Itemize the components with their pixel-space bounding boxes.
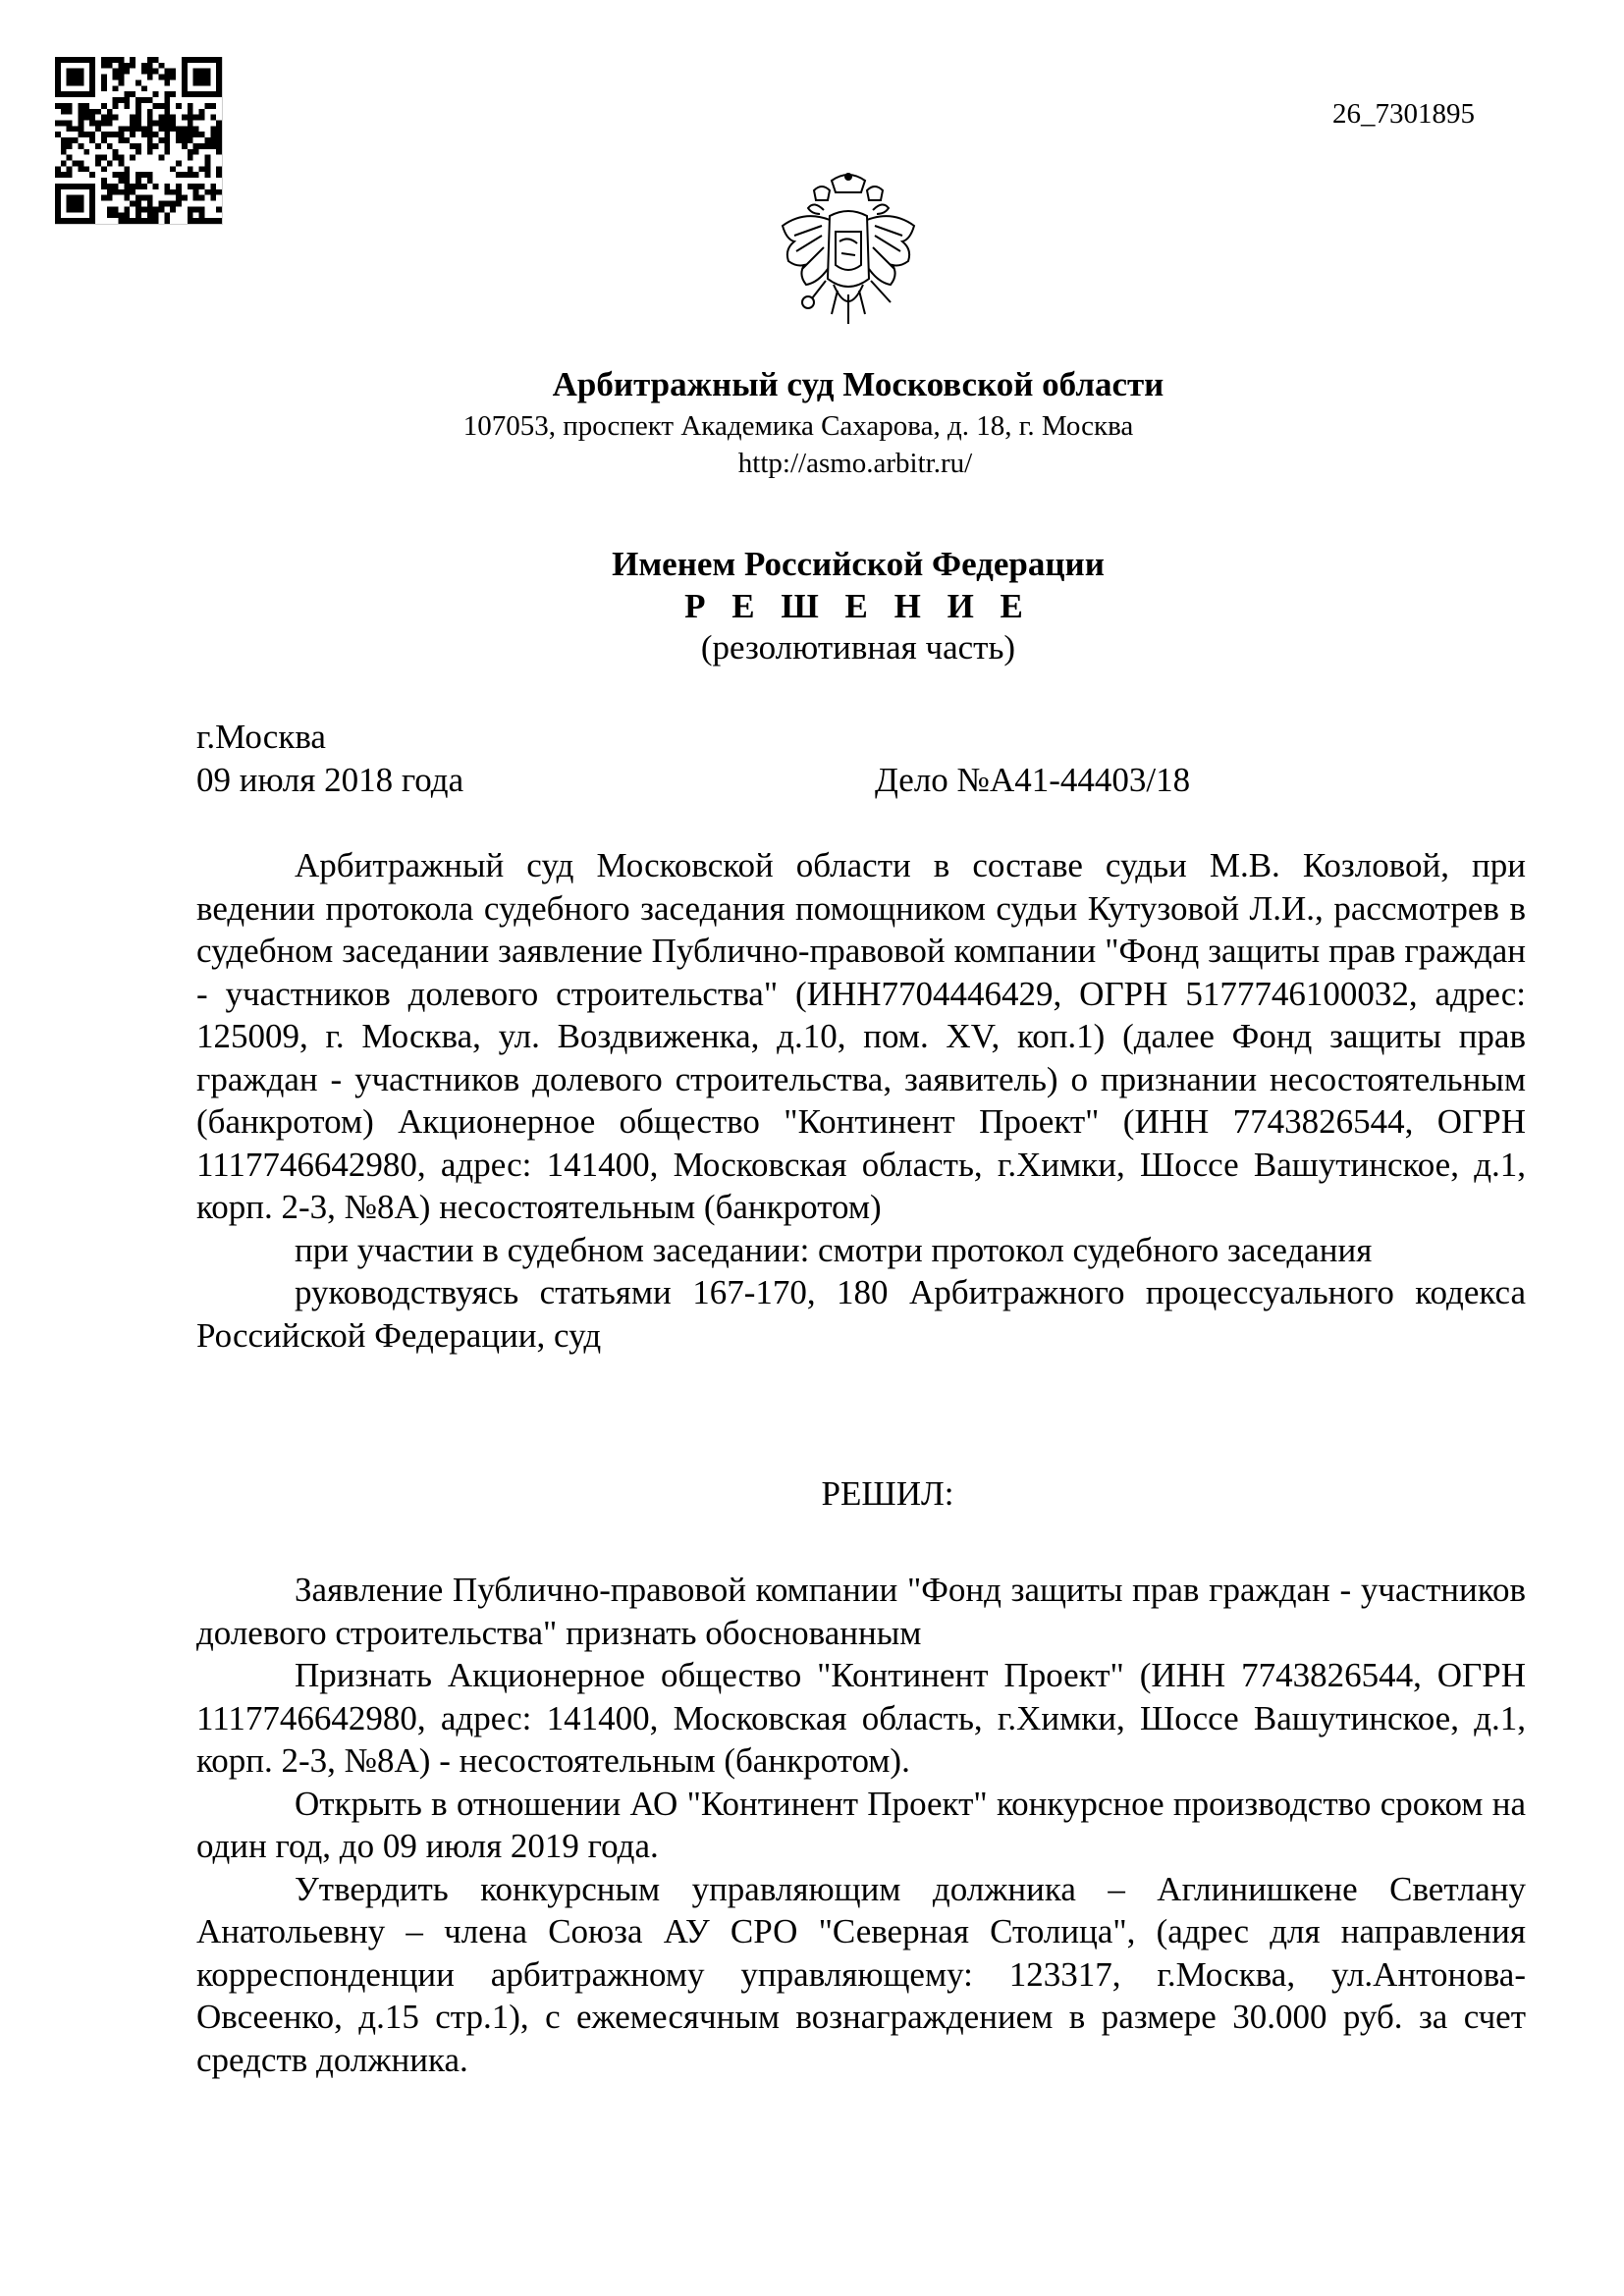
decision-date: 09 июля 2018 года — [196, 761, 464, 799]
paragraph: руководствуясь статьями 167-170, 180 Арбитражного процессуального кодекса Российской Федерации, суд — [196, 1273, 1526, 1355]
decision-title: Р Е Ш Е Н И Е — [684, 587, 1032, 625]
qr-code-icon — [55, 57, 223, 225]
russian-coat-of-arms-emblem-icon — [775, 171, 922, 333]
document-id: 26_7301895 — [1332, 98, 1475, 130]
resolution-paragraph: Открыть в отношении АО "Континент Проект" конкурсное производство сроком на один год, до 09 июля 2019 года. — [196, 1784, 1526, 1865]
court-address: 107053, проспект Академика Сахарова, д. 18, г. Москва — [462, 410, 1134, 442]
resolution-paragraph: Признать Акционерное общество "Континент Проект" (ИНН 7743826544, ОГРН 1117746642980, адрес: 141400, Московская область, г.Химки, Шоссе Вашутинское, д.1, корп. 2-3, №8А) - несостоятельным (банкротом). — [196, 1656, 1526, 1780]
court-name: Арбитражный суд Московской области — [552, 365, 1164, 403]
city: г.Москва — [196, 718, 326, 756]
resolutions — [196, 1569, 1526, 2081]
court-website[interactable]: http://asmo.arbitr.ru/ — [737, 448, 973, 479]
case-number: Дело №А41-44403/18 — [875, 761, 1191, 799]
paragraph: Арбитражный суд Московской области в составе судьи М.В. Козловой, при ведении протокола судебного заседания помощником судьи Кутузовой Л.И., рассмотрев в судебном заседании заявление Публично-правовой компании "Фонд защиты прав граждан - участников долевого строительства" (ИНН7704446429, ОГРН 5177746100032, адрес: 125009, г. Москва, ул. Воздвиженка, д.10, пом. XV, коп.1) (далее Фонд защиты прав граждан - участников долевого строительства, заявитель) о признании несостоятельным (банкротом) Акционерное общество "Континент Проект" (ИНН 7743826544, ОГРН 1117746642980, адрес: 141400, Московская область, г.Химки, Шоссе Вашутинское, д.1, корп. 2-3, №8А) несостоятельным (банкротом) — [196, 846, 1526, 1226]
decision-subtitle: (резолютивная часть) — [700, 628, 1016, 667]
preamble — [196, 844, 1526, 1357]
in-name-of-federation: Именем Российской Федерации — [612, 545, 1105, 583]
resolution-paragraph: Заявление Публично-правовой компании "Фонд защиты прав граждан - участников долевого строительства" признать обоснованным — [196, 1571, 1526, 1652]
resolved-heading: РЕШИЛ: — [821, 1474, 954, 1513]
resolution-paragraph: Утвердить конкурсным управляющим должника – Аглинишкене Светлану Анатольевну – члена Союза АУ СРО "Северная Столица", (адрес для направления корреспонденции арбитражному управляющему: 123317, г.Москва, ул.Антонова-Овсеенко, д.15 стр.1), с ежемесячным вознаграждением в размере 30.000 руб. за счет средств должника. — [196, 1869, 1526, 2079]
paragraph: при участии в судебном заседании: смотри протокол судебного заседания — [295, 1230, 1373, 1269]
